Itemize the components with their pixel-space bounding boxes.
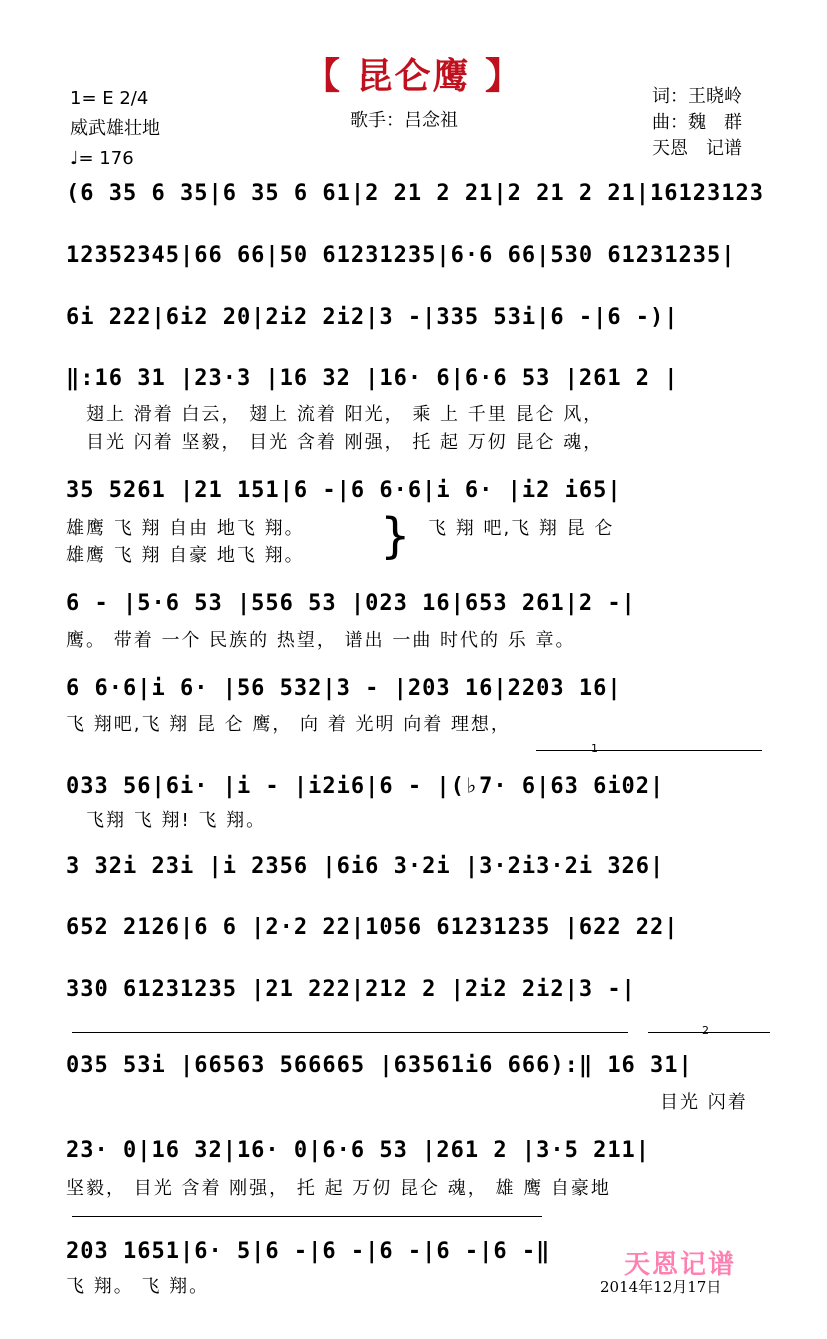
score-line-7: 6 6·6|i 6· |56 532|3 - |203 16|2203 16| <box>66 676 622 701</box>
verse-brace: } <box>380 508 411 564</box>
transcriber-credit: 天恩 记谱 <box>652 138 742 159</box>
lyric-line-13: 坚毅， 目光 含着 刚强， 托 起 万仞 昆仑 魂， 雄 鹰 自豪地 <box>66 1178 611 1199</box>
lyric-line-4b: 目光 闪着 坚毅， 目光 含着 刚强， 托 起 万仞 昆仑 魂， <box>86 432 604 453</box>
score-line-8: 033 56|6i· |i - |i2i6|6 - |(♭7· 6|63 6i02| <box>66 774 665 799</box>
score-line-12: 035 53i |66563 566665 |63561i6 666):‖ 16 31| <box>66 1053 693 1078</box>
lyricist-credit: 词：王晓岭 <box>652 86 742 107</box>
song-title: 【 昆仑鹰 】 <box>303 56 524 97</box>
transcription-date: 2014年12月17日 <box>600 1278 722 1296</box>
volta-1-bracket <box>536 750 762 751</box>
volta-1-label: 1 <box>591 742 598 755</box>
lyric-line-4a: 翅上 滑着 白云， 翅上 流着 阳光， 乘 上 千里 昆仑 风， <box>86 404 604 425</box>
lyric-line-7: 飞 翔吧,飞 翔 昆 仑 鹰， 向 着 光明 向着 理想， <box>66 714 511 735</box>
score-line-13: 23· 0|16 32|16· 0|6·6 53 |261 2 |3·5 211| <box>66 1138 651 1163</box>
tempo-marking: ♩= 176 <box>70 148 134 169</box>
lyric-line-5c: 飞 翔 吧,飞 翔 昆 仑 <box>428 518 615 539</box>
key-signature: 1= E 2/4 <box>70 88 149 109</box>
transcriber-stamp: 天恩记谱 <box>624 1250 737 1280</box>
score-line-9: 3 32i 23i |i 2356 |6i6 3·2i |3·2i3·2i 326| <box>66 854 665 879</box>
volta-2-bracket <box>648 1032 770 1033</box>
volta-2-label: 2 <box>702 1024 709 1037</box>
lyric-line-14: 飞 翔。 飞 翔。 <box>66 1276 210 1297</box>
score-line-11: 330 61231235 |21 222|212 2 |2i2 2i2|3 -| <box>66 977 636 1002</box>
score-line-6: 6 - |5·6 53 |556 53 |023 16|653 261|2 -| <box>66 591 636 616</box>
singer-credit: 歌手：吕念祖 <box>350 110 458 131</box>
lyric-line-6: 鹰。 带着 一个 民族的 热望， 谱出 一曲 时代的 乐 章。 <box>66 630 576 651</box>
score-line-1: (6 35 6 35|6 35 6 61|2 21 2 21|2 21 2 21|16123123 <box>66 181 765 206</box>
lyric-line-8: 飞翔 飞 翔! 飞 翔。 <box>86 810 267 831</box>
performance-mood: 威武雄壮地 <box>70 118 160 139</box>
lyric-line-5b: 雄鹰 飞 翔 自豪 地飞 翔。 <box>66 545 305 566</box>
score-line-5: 35 5261 |21 151|6 -|6 6·6|i 6· |i2 i65| <box>66 478 622 503</box>
volta-1-continuation <box>72 1032 628 1033</box>
score-line-10: 652 2126|6 6 |2·2 22|1056 61231235 |622 22| <box>66 915 679 940</box>
score-line-3: 6i 222|6i2 20|2i2 2i2|3 -|335 53i|6 -|6 -)| <box>66 305 679 330</box>
score-line-14: 203 1651|6· 5|6 -|6 -|6 -|6 -|6 -‖ <box>66 1239 551 1264</box>
lyric-line-5a: 雄鹰 飞 翔 自由 地飞 翔。 <box>66 518 305 539</box>
score-line-2: 12352345|66 66|50 61231235|6·6 66|530 61231235| <box>66 243 736 268</box>
final-slur <box>72 1216 542 1217</box>
composer-credit: 曲：魏 群 <box>652 112 742 133</box>
lyric-line-12: 目光 闪着 <box>660 1092 748 1113</box>
score-line-4: ‖:16 31 |23·3 |16 32 |16· 6|6·6 53 |261 2 | <box>66 366 679 391</box>
